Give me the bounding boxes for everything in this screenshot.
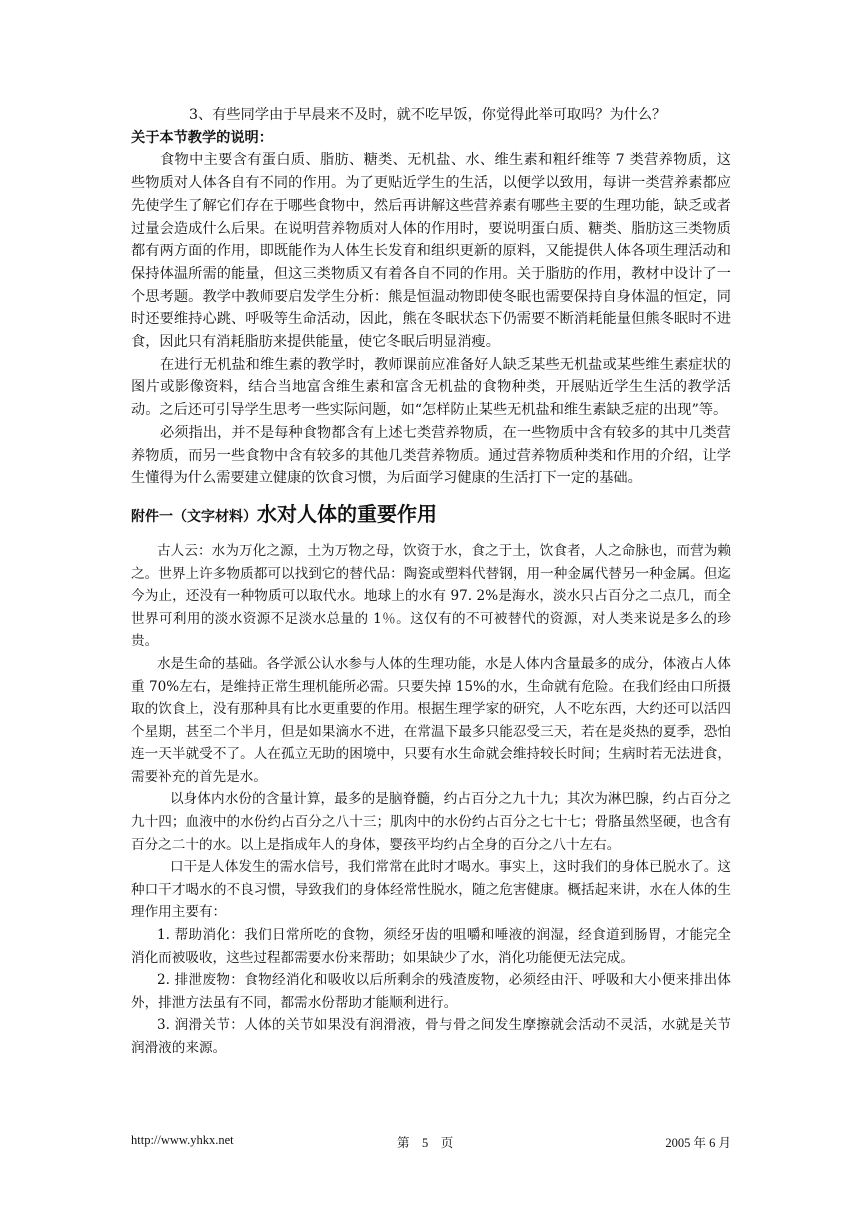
- footer-date: 2005 年 6 月: [665, 1136, 731, 1150]
- teaching-notes-heading: 关于本节教学的说明：: [131, 129, 273, 146]
- article-paragraph: 以身体内水份的含量计算，最多的是脑脊髓，约占百分之九十九；其次为淋巴腺，约占百分之九十四；血液中的水份约占百分之八十三；肌肉中的水份约占百分之七十七；骨胳虽然坚硬，也含有百分之二十的水。以上是指成年人的身体，婴孩平均约占全身的百分之八十左右。: [131, 791, 731, 853]
- teaching-notes-paragraph: 必须指出，并不是每种食物都含有上述七类营养物质，在一些物质中含有较多的其中几类营养物质，而另一些食物中含有较多的其他几类营养物质。通过营养物质种类和作用的介绍，让学生懂得为什么需要建立健康的饮食习惯，为后面学习健康的生活打下一定的基础。: [131, 424, 731, 487]
- question-3: 3、有些同学由于早晨来不及时，就不吃早饭，你觉得此举可取吗？为什么？: [189, 107, 667, 123]
- attachment-prefix: 附件一（文字材料）: [131, 508, 257, 525]
- article-paragraph: 口干是人体发生的需水信号，我们常常在此时才喝水。事实上，这时我们的身体已脱水了。这种口干才喝水的不良习惯，导致我们的身体经常性脱水，随之危害健康。概括起来讲，水在人体的生理作用主要有：: [131, 859, 731, 921]
- page-footer: [131, 1133, 731, 1151]
- attachment-title: 水对人体的重要作用: [257, 501, 437, 526]
- page-number: 第 5 页: [397, 1136, 454, 1150]
- function-item: 2. 排泄废物：食物经消化和吸收以后所剩余的残渣废物，必须经由汗、呼吸和大小便来排出体外，排泄方法虽有不同，都需水份帮助才能顺利进行。: [131, 972, 731, 1011]
- teaching-notes-paragraph: 在进行无机盐和维生素的教学时，教师课前应准备好人缺乏某些无机盐或某些维生素症状的图片或影像资料，结合当地富含维生素和富含无机盐的食物种类，开展贴近学生生活的教学活动。之后还可引导学生思考一些实际问题，如“怎样防止某些无机盐和维生素缺乏症的出现”等。: [131, 356, 731, 419]
- function-item: 3. 润滑关节：人体的关节如果没有润滑液，骨与骨之间发生摩擦就会活动不灵活，水就是关节润滑液的来源。: [131, 1017, 731, 1057]
- teaching-notes-paragraph: 食物中主要含有蛋白质、脂肪、糖类、无机盐、水、维生素和粗纤维等 7 类营养物质，这些物质对人体各自有不同的作用。为了更贴近学生的生活，以便学以致用，每讲一类营养素都应先使学生了解它们存在于哪些食物中，然后再讲解这些营养素有哪些主要的生理功能，缺乏或者过量会造成什么后果。在说明营养物质对人体的作用时，要说明蛋白质、糖类、脂肪这三类物质都有两方面的作用，即既能作为人体生长发育和组织更新的原料，又能提供人体各项生理活动和保持体温所需的能量，但这三类物质又有着各自不同的作用。关于脂肪的作用，教材中设计了一个思考题。教学中教师要启发学生分析：熊是恒温动物即使冬眠也需要保持自身体温的恒定，同时还要维持心跳、呼吸等生命活动，因此，熊在冬眠状态下仍需要不断消耗能量但熊冬眠时不进食，因此只有消耗脂肪来提供能量，使它冬眠后明显消瘦。: [131, 152, 731, 351]
- article-paragraph: 古人云：水为万化之源，土为万物之母，饮资于水，食之于土，饮食者，人之命脉也，而营为赖之。世界上许多物质都可以找到它的替代品：陶瓷或塑料代替钢，用一种金属代替另一种金属。但迄今为止，还没有一种物质可以取代水。地球上的水有 97. 2%是海水，淡水只占百分之二点几，而全世界可利用的淡水资源不足淡水总量的 1％。这仅有的不可被替代的资源，对人类来说是多么的珍贵。: [131, 542, 731, 650]
- function-item: 1. 帮助消化：我们日常所吃的食物，须经牙齿的咀嚼和唾液的润湿，经食道到肠胃，才能完全消化而被吸收，这些过程都需要水份来帮助；如果缺少了水，消化功能便无法完成。: [131, 927, 731, 966]
- attachment-heading: [131, 499, 731, 532]
- footer-url: http://www.yhkx.net: [131, 1133, 234, 1147]
- water-article: [131, 540, 731, 1060]
- article-paragraph: 水是生命的基础。各学派公认水参与人体的生理功能，水是人体内含量最多的成分，体液占人体重 70%左右，是维持正常生理机能所必需。只要失掉 15%的水，生命就有危险。在我们经由口所摄取的饮食上，没有那种具有比水更重要的作用。根据生理学家的研究，人不吃东西，大约还可以活四个星期，甚至二个半月，但是如果滴水不进，在常温下最多只能忍受三天，若在是炎热的夏季，恐怕连一天半就受不了。人在孤立无助的困境中，只要有水生命就会维持较长时间；生病时若无法进食，需要补充的首先是水。: [131, 655, 731, 785]
- page-body: [131, 104, 731, 1060]
